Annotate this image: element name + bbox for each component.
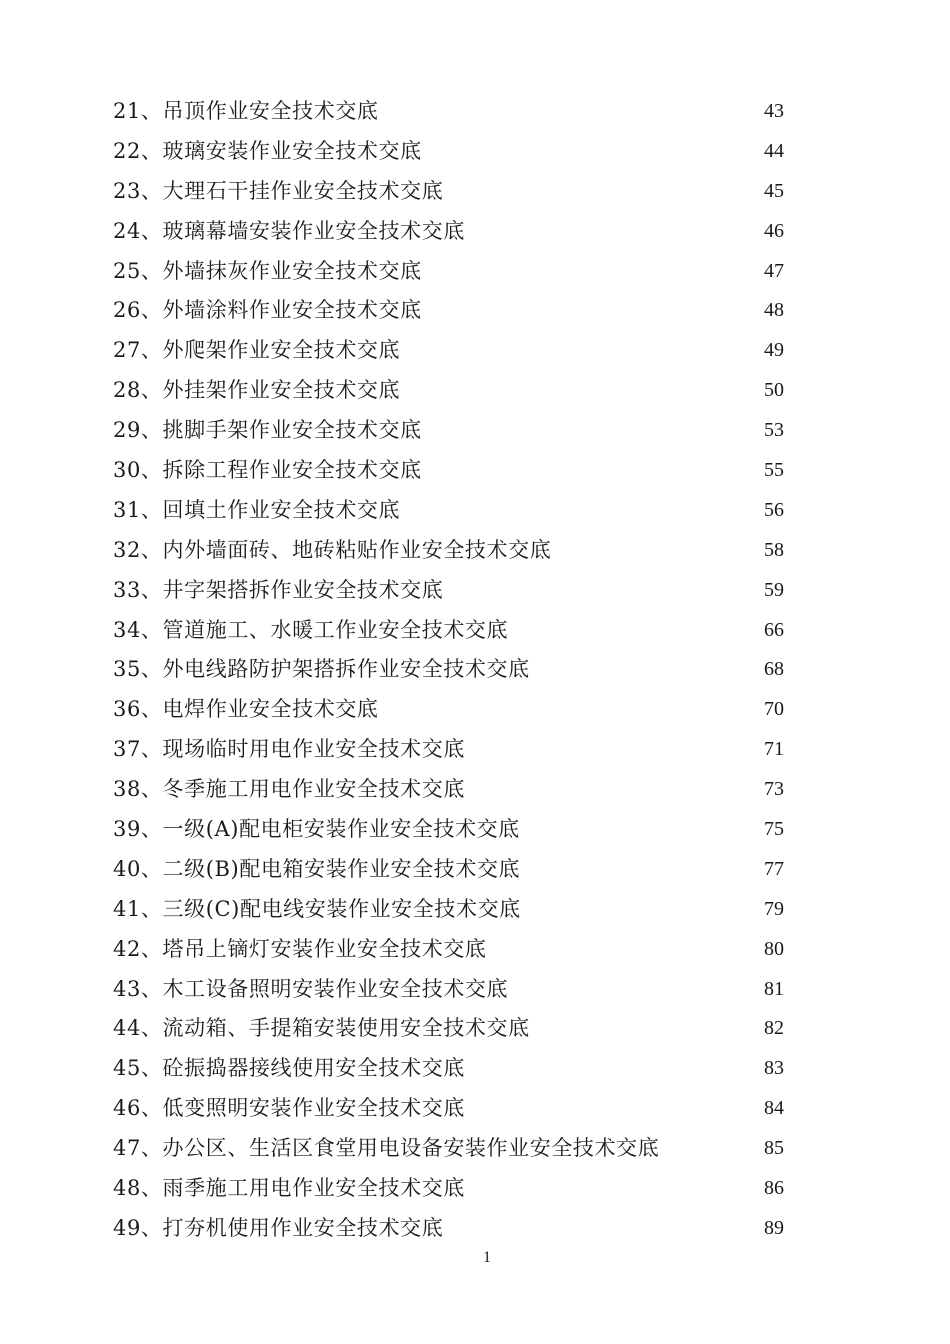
toc-entry [113,890,784,930]
toc-entry-page-number: 53 [764,419,784,442]
toc-entry-page-number: 50 [764,379,784,402]
toc-entry-page-number: 82 [764,1017,784,1040]
toc-entry-page-number: 55 [764,459,784,482]
toc-entry-title: 31、回填土作业安全技术交底 [113,497,401,522]
toc-entry-page-number: 83 [764,1057,784,1080]
toc-entry-page-number: 81 [764,977,784,1000]
toc-entry-page-number: 58 [764,538,784,561]
toc-entry-page-number: 71 [764,738,784,761]
toc-entry-title: 34、管道施工、水暖工作业安全技术交底 [113,617,509,642]
toc-entry-page-number: 68 [764,658,784,681]
toc-entry-page-number: 49 [764,339,784,362]
toc-entry [113,92,784,132]
toc-entry [113,1129,784,1169]
toc-entry [113,970,784,1010]
toc-entry-title: 43、木工设备照明安装作业安全技术交底 [113,976,509,1001]
toc-entry-title: 24、玻璃幕墙安装作业安全技术交底 [113,218,465,243]
toc-entry-title: 48、雨季施工用电作业安全技术交底 [113,1176,465,1201]
toc-entry-title: 44、流动箱、手提箱安装使用安全技术交底 [113,1016,530,1041]
toc-entry-title: 39、一级(A)配电柜安装作业安全技术交底 [113,817,520,842]
toc-entry [113,132,784,172]
toc-entry [113,611,784,651]
toc-entry-page-number: 73 [764,778,784,801]
toc-entry-page-number: 47 [764,259,784,282]
toc-entry-page-number: 66 [764,618,784,641]
toc-entry-page-number: 46 [764,219,784,242]
toc-entry-title: 42、塔吊上镝灯安装作业安全技术交底 [113,936,487,961]
toc-entry [113,1169,784,1209]
toc-entry-title: 49、打夯机使用作业安全技术交底 [113,1215,444,1240]
toc-entry-title: 22、玻璃安装作业安全技术交底 [113,138,422,163]
toc-entry-title: 47、办公区、生活区食堂用电设备安装作业安全技术交底 [113,1136,660,1161]
toc-entry-title: 40、二级(B)配电箱安装作业安全技术交底 [113,856,521,881]
toc-entry-page-number: 85 [764,1137,784,1160]
table-of-contents [113,92,784,1249]
toc-entry-title: 33、井字架搭拆作业安全技术交底 [113,577,444,602]
toc-entry-title: 23、大理石干挂作业安全技术交底 [113,178,444,203]
toc-entry [113,770,784,810]
toc-entry-title: 36、电焊作业安全技术交底 [113,697,379,722]
toc-entry-title: 28、外挂架作业安全技术交底 [113,378,401,403]
toc-entry [113,252,784,292]
toc-entry-title: 27、外爬架作业安全技术交底 [113,338,401,363]
toc-entry-title: 35、外电线路防护架搭拆作业安全技术交底 [113,657,530,682]
toc-entry-page-number: 77 [764,857,784,880]
toc-entry-page-number: 89 [764,1216,784,1239]
toc-entry [113,810,784,850]
toc-entry-title: 41、三级(C)配电线安装作业安全技术交底 [113,896,521,921]
toc-entry-page-number: 59 [764,578,784,601]
toc-entry-page-number: 80 [764,937,784,960]
toc-entry-page-number: 48 [764,299,784,322]
toc-entry [113,411,784,451]
toc-entry [113,690,784,730]
toc-entry-page-number: 84 [764,1097,784,1120]
toc-entry-title: 30、拆除工程作业安全技术交底 [113,458,422,483]
page-number: 1 [483,1249,491,1266]
toc-entry-page-number: 56 [764,498,784,521]
toc-entry-title: 29、挑脚手架作业安全技术交底 [113,418,422,443]
toc-entry [113,730,784,770]
toc-entry-title: 37、现场临时用电作业安全技术交底 [113,737,465,762]
toc-entry-title: 32、内外墙面砖、地砖粘贴作业安全技术交底 [113,537,552,562]
toc-entry [113,1209,784,1249]
toc-entry [113,172,784,212]
toc-entry [113,491,784,531]
toc-entry [113,212,784,252]
toc-entry-title: 26、外墙涂料作业安全技术交底 [113,298,422,323]
toc-entry-page-number: 75 [764,818,784,841]
toc-entry [113,331,784,371]
toc-entry-title: 46、低变照明安装作业安全技术交底 [113,1096,465,1121]
toc-entry [113,1049,784,1089]
toc-entry-page-number: 43 [764,100,784,122]
toc-entry [113,850,784,890]
toc-entry [113,1009,784,1049]
toc-entry-title: 45、砼振捣器接线使用安全技术交底 [113,1056,465,1081]
toc-entry-page-number: 79 [764,897,784,920]
toc-entry [113,531,784,571]
toc-entry [113,291,784,331]
toc-entry-title: 25、外墙抹灰作业安全技术交底 [113,258,422,283]
toc-entry-page-number: 45 [764,179,784,202]
toc-entry [113,451,784,491]
toc-entry [113,930,784,970]
toc-entry [113,1089,784,1129]
toc-entry [113,571,784,611]
toc-entry-title: 21、吊顶作业安全技术交底 [113,99,379,123]
toc-entry [113,650,784,690]
toc-entry-title: 38、冬季施工用电作业安全技术交底 [113,777,465,802]
toc-entry-page-number: 70 [764,698,784,721]
toc-entry-page-number: 44 [764,139,784,162]
toc-entry [113,371,784,411]
toc-entry-page-number: 86 [764,1177,784,1200]
